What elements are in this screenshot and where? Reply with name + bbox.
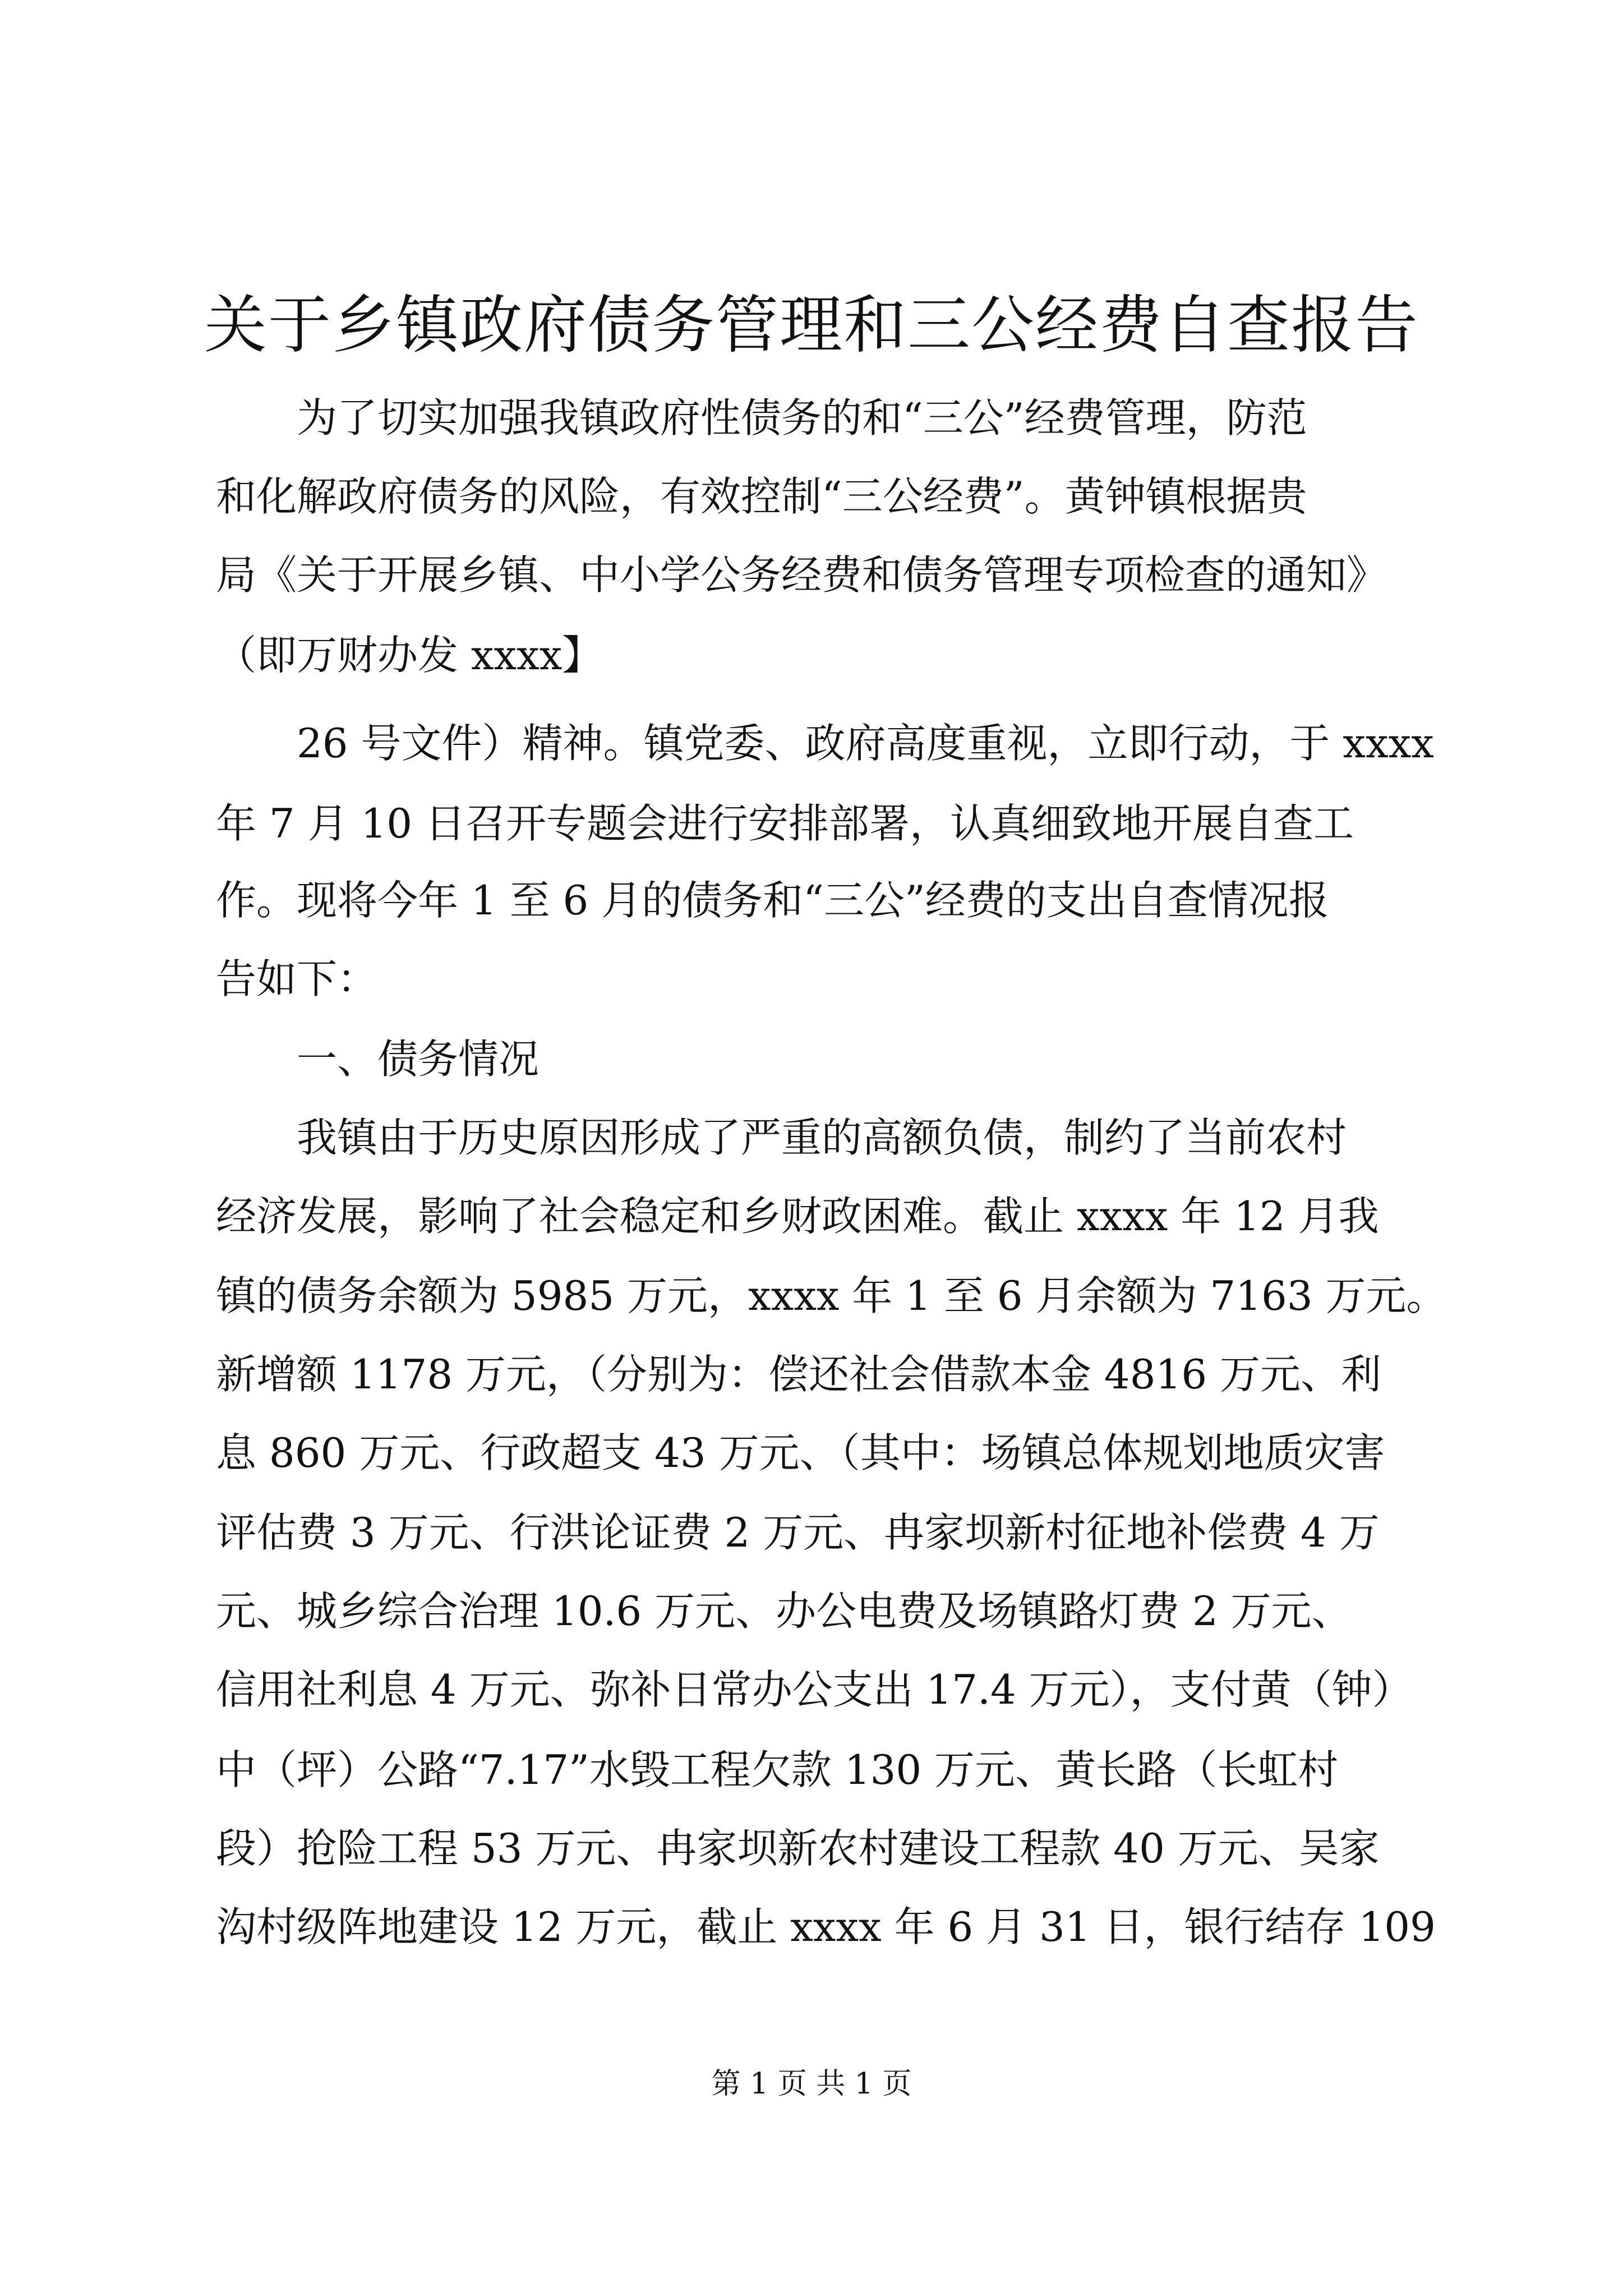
body-line: 中（坪）公路“7.17”水毁工程欠款 130 万元、黄长路（长虹村 <box>216 1746 1339 1793</box>
body-line: 段）抢险工程 53 万元、冉家坝新农村建设工程款 40 万元、吴家 <box>216 1825 1380 1872</box>
body-line: 信用社利息 4 万元、弥补日常办公支出 17.4 万元），支付黄（钟） <box>216 1666 1413 1713</box>
body-line: 26 号文件）精神。镇党委、政府高度重视，立即行动，于 xxxx <box>216 720 1434 767</box>
body-line: 作。现将今年 1 至 6 月的债务和“三公”经费的支出自查情况报 <box>216 877 1329 924</box>
body-line: 我镇由于历史原因形成了严重的高额负债，制约了当前农村 <box>216 1114 1347 1161</box>
body-line: 告如下： <box>216 955 378 1002</box>
body-line: 镇的债务余额为 5985 万元，xxxx 年 1 至 6 月余额为 7163 万元。 <box>216 1272 1447 1319</box>
body-line: 局《关于开展乡镇、中小学公务经费和债务管理专项检查的通知》 <box>216 551 1387 599</box>
body-line: 年 7 月 10 日召开专题会进行安排部署，认真细致地开展自查工 <box>216 800 1354 847</box>
body-line: 经济发展，影响了社会稳定和乡财政困难。截止 xxxx 年 12 月我 <box>216 1193 1379 1240</box>
body-line: 评估费 3 万元、行洪论证费 2 万元、冉家坝新村征地补偿费 4 万 <box>216 1509 1380 1556</box>
body-line: （即万财办发 xxxx】 <box>216 632 603 679</box>
document-title: 关于乡镇政府债务管理和三公经费自查报告 <box>204 289 1419 362</box>
body-line: 沟村级阵地建设 12 万元，截止 xxxx 年 6 月 31 日，银行结存 109 <box>216 1903 1436 1950</box>
section-heading: 一、债务情况 <box>216 1036 540 1083</box>
body-line: 和化解政府债务的风险，有效控制“三公经费”。黄钟镇根据贵 <box>216 473 1307 520</box>
body-line: 为了切实加强我镇政府性债务的和“三公”经费管理，防范 <box>216 394 1307 441</box>
page-footer: 第 1 页 共 1 页 <box>711 2067 912 2101</box>
body-line: 新增额 1178 万元，（分别为：偿还社会借款本金 4816 万元、利 <box>216 1351 1382 1398</box>
body-line: 息 860 万元、行政超支 43 万元、（其中：场镇总体规划地质灾害 <box>216 1429 1385 1476</box>
body-line: 元、城乡综合治理 10.6 万元、办公电费及场镇路灯费 2 万元、 <box>216 1588 1352 1635</box>
